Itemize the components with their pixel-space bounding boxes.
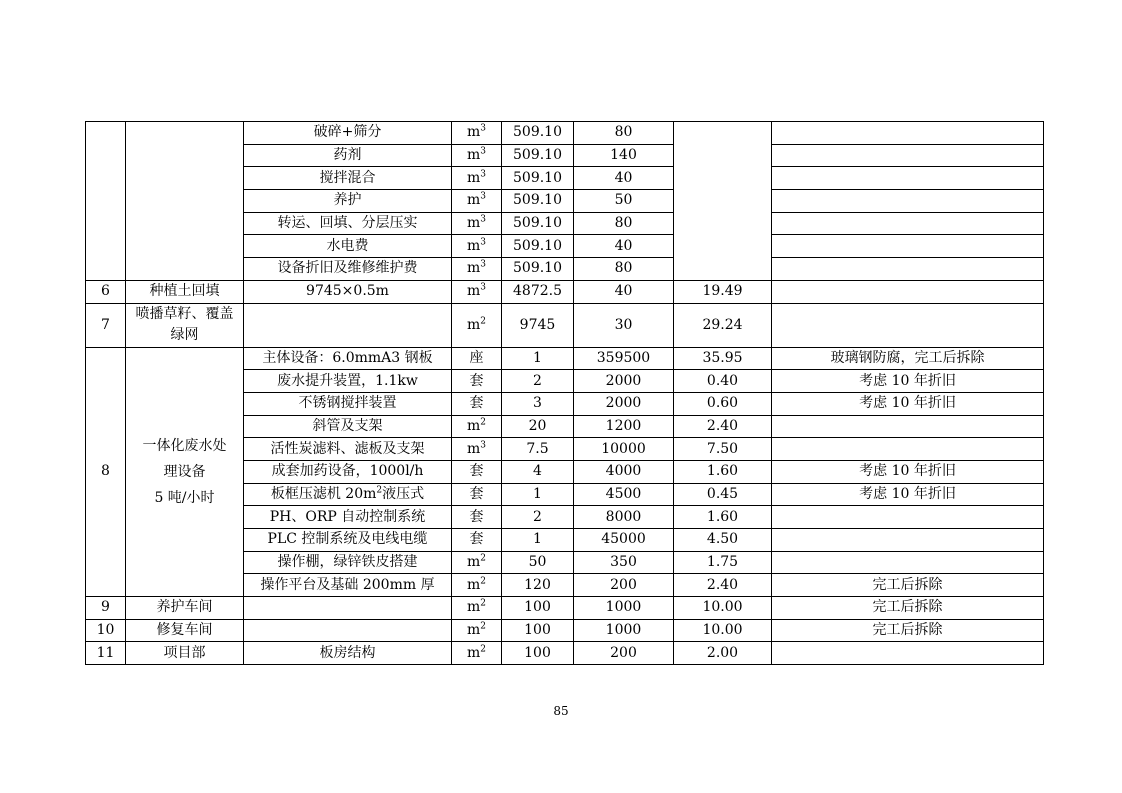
cell-no: 8: [86, 347, 126, 597]
cell-note: 完工后拆除: [772, 597, 1044, 620]
cell-qty: 3: [502, 392, 574, 415]
cell-item: 斜管及支架: [244, 415, 452, 438]
cell-item: [244, 619, 452, 642]
cell-no: 6: [86, 280, 126, 303]
cell-item: 操作平台及基础 200mm 厚: [244, 574, 452, 597]
cell-note: [772, 144, 1044, 167]
cell-unit: $m^2$: [452, 303, 502, 347]
cell-qty: 20: [502, 415, 574, 438]
cell-qty: 509.10: [502, 167, 574, 190]
cell-qty: 100: [502, 597, 574, 620]
cell-unit: 套: [452, 460, 502, 483]
cell-price: 1000: [574, 597, 674, 620]
cell-qty: 2: [502, 506, 574, 529]
cell-no: 11: [86, 642, 126, 665]
cell-unit: $m^2$: [452, 597, 502, 620]
cell-note: [772, 415, 1044, 438]
cell-total: 29.24: [674, 303, 772, 347]
cell-price: 8000: [574, 506, 674, 529]
cell-total: [674, 122, 772, 281]
cell-unit: 座: [452, 347, 502, 370]
cell-note: [772, 551, 1044, 574]
cell-note: 考虑 10 年折旧: [772, 483, 1044, 506]
cell-item: 废水提升装置，1.1kw: [244, 370, 452, 393]
cell-name: 修复车间: [126, 619, 244, 642]
cell-no: 7: [86, 303, 126, 347]
cell-price: 30: [574, 303, 674, 347]
cell-qty: 2: [502, 370, 574, 393]
cell-price: 200: [574, 574, 674, 597]
cell-note: [772, 167, 1044, 190]
cell-qty: 100: [502, 642, 574, 665]
table-row: [86, 280, 1044, 303]
cell-price: 40: [574, 280, 674, 303]
cell-price: 359500: [574, 347, 674, 370]
cell-qty: 1: [502, 529, 574, 552]
cell-price: 350: [574, 551, 674, 574]
cell-note: [772, 303, 1044, 347]
cell-item: 药剂: [244, 144, 452, 167]
cell-qty: 4872.5: [502, 280, 574, 303]
cell-no: [86, 122, 126, 281]
cell-qty: 50: [502, 551, 574, 574]
table-row: [86, 642, 1044, 665]
cell-item: 操作棚，绿锌铁皮搭建: [244, 551, 452, 574]
cell-note: 完工后拆除: [772, 619, 1044, 642]
cell-price: 40: [574, 167, 674, 190]
cell-qty: 509.10: [502, 235, 574, 258]
cell-item: PLC 控制系统及电线电缆: [244, 529, 452, 552]
cell-no: 9: [86, 597, 126, 620]
cell-price: 10000: [574, 438, 674, 461]
name-line: 5 吨/小时: [154, 489, 215, 506]
cell-price: 140: [574, 144, 674, 167]
cell-note: [772, 642, 1044, 665]
cell-price: 40: [574, 235, 674, 258]
cell-unit: $m^2$: [452, 619, 502, 642]
cell-total: 2.00: [674, 642, 772, 665]
cell-note: [772, 506, 1044, 529]
cell-name: 项目部: [126, 642, 244, 665]
cell-unit: $m^3$: [452, 438, 502, 461]
cell-unit: $m^3$: [452, 190, 502, 213]
cell-item: 不锈钢搅拌装置: [244, 392, 452, 415]
cell-total: 0.45: [674, 483, 772, 506]
cell-total: 2.40: [674, 415, 772, 438]
cell-item: 转运、回填、分层压实: [244, 212, 452, 235]
cell-item: 水电费: [244, 235, 452, 258]
cell-unit: $m^3$: [452, 280, 502, 303]
cell-total: 19.49: [674, 280, 772, 303]
cell-price: 2000: [574, 370, 674, 393]
table-row: [86, 303, 1044, 347]
cell-item: 搅拌混合: [244, 167, 452, 190]
cell-price: 4000: [574, 460, 674, 483]
cell-note: [772, 258, 1044, 281]
cell-unit: $m^3$: [452, 258, 502, 281]
cell-no: 10: [86, 619, 126, 642]
cell-note: 考虑 10 年折旧: [772, 370, 1044, 393]
cell-qty: 509.10: [502, 212, 574, 235]
cell-total: 0.60: [674, 392, 772, 415]
cell-price: 1000: [574, 619, 674, 642]
cell-price: 45000: [574, 529, 674, 552]
cell-price: 1200: [574, 415, 674, 438]
cell-unit: 套: [452, 529, 502, 552]
cell-name: [126, 122, 244, 281]
cell-item: 板框压滤机 $20m^2$液压式: [244, 483, 452, 506]
cell-note: 考虑 10 年折旧: [772, 460, 1044, 483]
cell-unit: $m^2$: [452, 574, 502, 597]
cell-note: [772, 280, 1044, 303]
cell-note: 玻璃钢防腐，完工后拆除: [772, 347, 1044, 370]
cell-total: 0.40: [674, 370, 772, 393]
cell-total: 1.75: [674, 551, 772, 574]
cell-note: 完工后拆除: [772, 574, 1044, 597]
cell-total: 10.00: [674, 619, 772, 642]
cell-name: 种植土回填: [126, 280, 244, 303]
table-row: [86, 597, 1044, 620]
cell-total: 1.60: [674, 460, 772, 483]
cell-note: [772, 235, 1044, 258]
cell-item: 设备折旧及维修维护费: [244, 258, 452, 281]
cell-name: 养护车间: [126, 597, 244, 620]
cell-total: 10.00: [674, 597, 772, 620]
cell-total: 1.60: [674, 506, 772, 529]
cell-unit: $m^3$: [452, 235, 502, 258]
cell-unit: $m^3$: [452, 144, 502, 167]
cell-price: 50: [574, 190, 674, 213]
cell-note: [772, 212, 1044, 235]
cell-qty: 1: [502, 347, 574, 370]
cell-unit: 套: [452, 506, 502, 529]
cell-total: 2.40: [674, 574, 772, 597]
cell-qty: 509.10: [502, 190, 574, 213]
cell-price: 80: [574, 258, 674, 281]
cell-item: 板房结构: [244, 642, 452, 665]
table-row: [86, 122, 1044, 145]
cell-qty: 100: [502, 619, 574, 642]
cell-item: [244, 303, 452, 347]
cell-qty: 120: [502, 574, 574, 597]
cell-unit: 套: [452, 483, 502, 506]
cell-item: 养护: [244, 190, 452, 213]
cell-name: [126, 347, 244, 597]
cell-qty: 4: [502, 460, 574, 483]
cell-item: [244, 597, 452, 620]
cell-note: [772, 190, 1044, 213]
cell-unit: $m^2$: [452, 415, 502, 438]
cell-total: 4.50: [674, 529, 772, 552]
cell-price: 80: [574, 122, 674, 145]
name-line: 理设备: [163, 463, 206, 480]
cell-item: 9745×0.5m: [244, 280, 452, 303]
cell-note: [772, 438, 1044, 461]
table-row: [86, 619, 1044, 642]
cell-unit: $m^3$: [452, 122, 502, 145]
cost-table: [85, 121, 1044, 665]
name-line: 一体化废水处: [142, 437, 227, 454]
cell-note: [772, 122, 1044, 145]
cell-note: 考虑 10 年折旧: [772, 392, 1044, 415]
cell-price: 80: [574, 212, 674, 235]
cell-price: 2000: [574, 392, 674, 415]
cell-unit: $m^3$: [452, 167, 502, 190]
cell-item: 主体设备：6.0mmA3 钢板: [244, 347, 452, 370]
cell-unit: 套: [452, 392, 502, 415]
page-number: 85: [553, 704, 569, 718]
cell-qty: 509.10: [502, 258, 574, 281]
cell-qty: 509.10: [502, 144, 574, 167]
cell-note: [772, 529, 1044, 552]
cell-qty: 509.10: [502, 122, 574, 145]
cell-qty: 7.5: [502, 438, 574, 461]
cell-price: 200: [574, 642, 674, 665]
table-row: [86, 347, 1044, 370]
cell-total: 35.95: [674, 347, 772, 370]
cell-total: 7.50: [674, 438, 772, 461]
cell-price: 4500: [574, 483, 674, 506]
cell-unit: $m^2$: [452, 551, 502, 574]
cell-item: 破碎+筛分: [244, 122, 452, 145]
cell-item: 活性炭滤料、滤板及支架: [244, 438, 452, 461]
cell-unit: 套: [452, 370, 502, 393]
cell-unit: $m^3$: [452, 212, 502, 235]
cell-qty: 9745: [502, 303, 574, 347]
cell-qty: 1: [502, 483, 574, 506]
cell-name: 喷播草籽、覆盖绿网: [126, 303, 244, 347]
cell-unit: $m^2$: [452, 642, 502, 665]
cell-item: PH、ORP 自动控制系统: [244, 506, 452, 529]
cell-item: 成套加药设备，1000l/h: [244, 460, 452, 483]
